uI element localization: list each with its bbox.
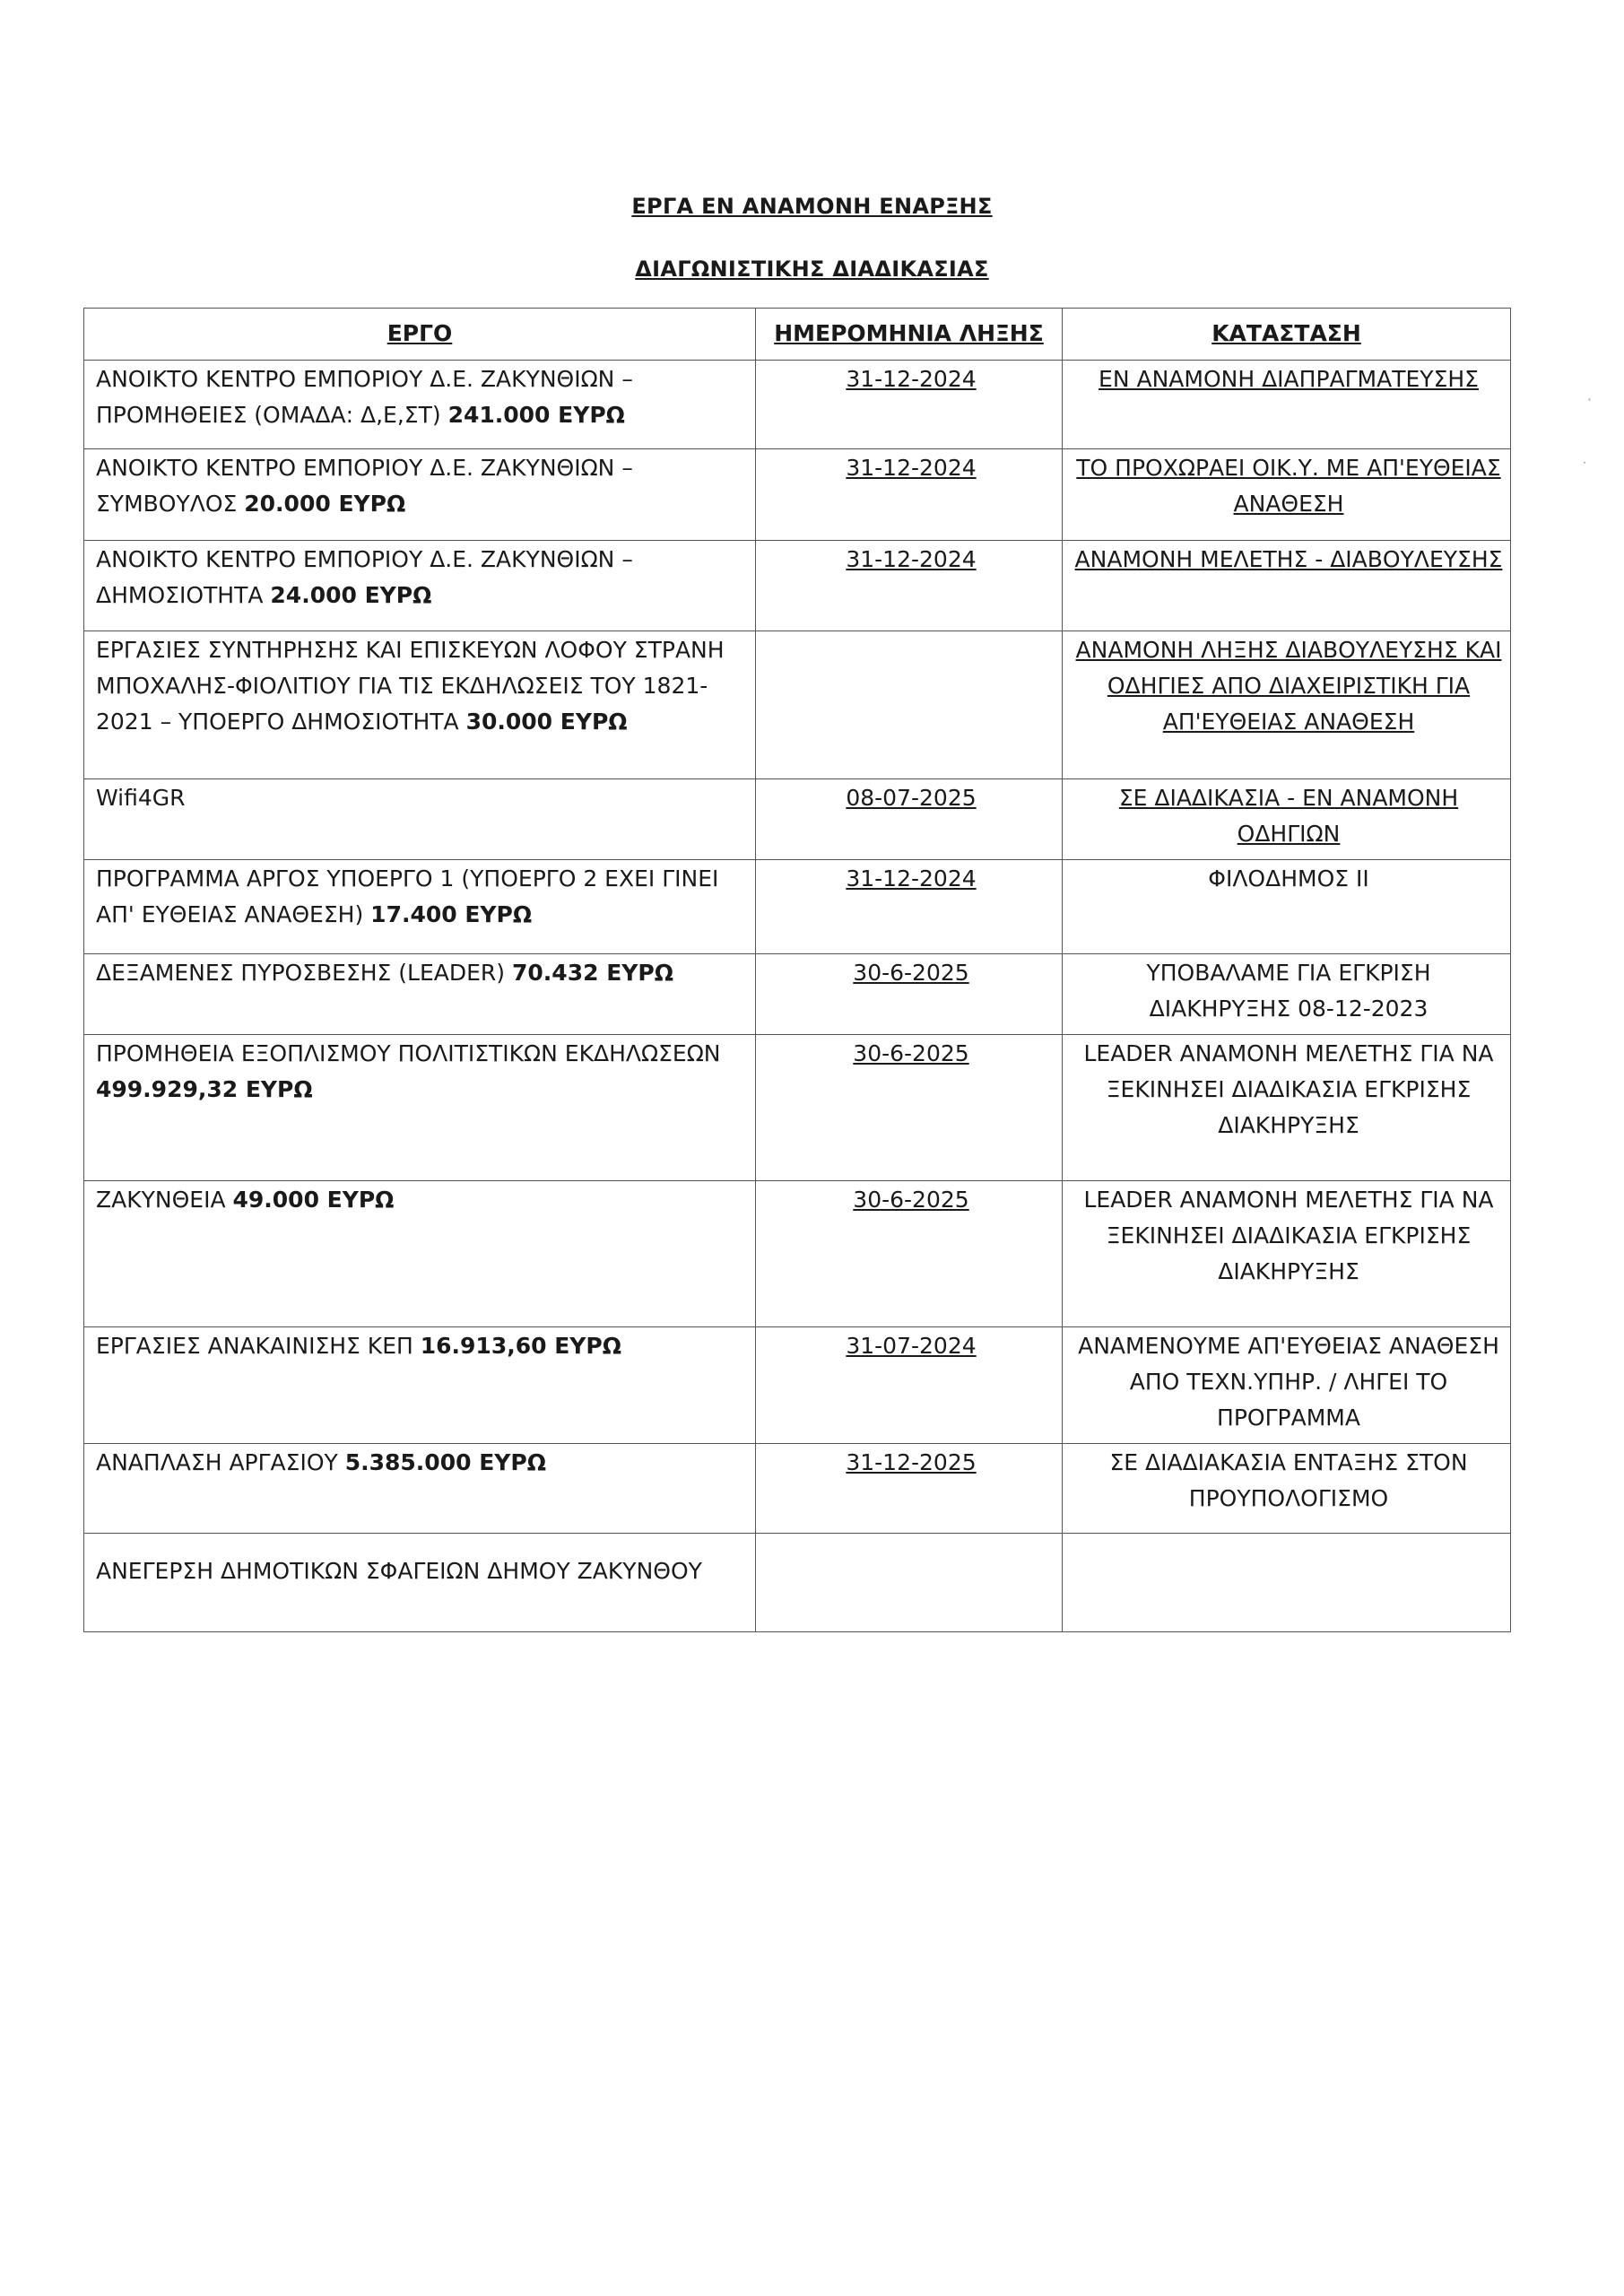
project-cell — [84, 541, 756, 631]
project-amount: 499.929,32 ΕΥΡΩ — [96, 1076, 313, 1102]
project-amount: 5.385.000 ΕΥΡΩ — [344, 1449, 546, 1475]
header-project: ΕΡΓΟ — [84, 309, 756, 361]
header-status: ΚΑΤΑΣΤΑΣΗ — [1063, 309, 1511, 361]
project-text: ΔΕΞΑΜΕΝΕΣ ΠΥΡΟΣΒΕΣΗΣ (LEADER) — [96, 960, 506, 986]
project-cell — [84, 361, 756, 449]
projects-table — [83, 308, 1511, 1632]
date-cell: 31-12-2024 — [756, 860, 1063, 954]
status-cell: ΣΕ ΔΙΑΔΙΚΑΣΙΑ - ΕΝ ΑΝΑΜΟΝΗ ΟΔΗΓΙΩΝ — [1063, 779, 1511, 860]
date-cell: 31-07-2024 — [756, 1327, 1063, 1444]
table-row — [84, 1035, 1511, 1181]
project-amount: 241.000 ΕΥΡΩ — [447, 402, 625, 428]
table-row — [84, 779, 1511, 860]
project-cell — [84, 1327, 756, 1444]
project-text: ΑΝΑΠΛΑΣΗ ΑΡΓΑΣΙΟΥ — [96, 1449, 338, 1475]
project-amount: 49.000 ΕΥΡΩ — [232, 1187, 395, 1213]
status-cell: ΑΝΑΜΟΝΗ ΜΕΛΕΤΗΣ - ΔΙΑΒΟΥΛΕΥΣΗΣ — [1063, 541, 1511, 631]
project-text: ΑΝΟΙΚΤΟ ΚΕΝΤΡΟ ΕΜΠΟΡΙΟΥ Δ.Ε. ΖΑΚΥΝΘΙΩΝ – ΔΗΜΟΣΙΟΤΗΤΑ — [96, 546, 633, 608]
status-cell: ΕΝ ΑΝΑΜΟΝΗ ΔΙΑΠΡΑΓΜΑΤΕΥΣΗΣ — [1063, 361, 1511, 449]
status-cell: LEADER ΑΝΑΜΟΝΗ ΜΕΛΕΤΗΣ ΓΙΑ ΝΑ ΞΕΚΙΝΗΣΕΙ ΔΙΑΔΙΚΑΣΙΑ ΕΓΚΡΙΣΗΣ ΔΙΑΚΗΡΥΞΗΣ — [1063, 1181, 1511, 1327]
project-cell — [84, 449, 756, 541]
status-cell: ΣΕ ΔΙΑΔΙΑΚΑΣΙΑ ΕΝΤΑΞΗΣ ΣΤΟΝ ΠΡΟΥΠΟΛΟΓΙΣΜΟ — [1063, 1444, 1511, 1534]
project-amount: 16.913,60 ΕΥΡΩ — [420, 1333, 621, 1359]
table-row — [84, 860, 1511, 954]
project-cell — [84, 631, 756, 779]
table-row — [84, 1444, 1511, 1534]
table-row — [84, 954, 1511, 1035]
project-text: ΑΝΕΓΕΡΣΗ ΔΗΜΟΤΙΚΩΝ ΣΦΑΓΕΙΩΝ ΔΗΜΟΥ ΖΑΚΥΝΘΟΥ — [96, 1558, 702, 1584]
project-amount: 70.432 ΕΥΡΩ — [512, 960, 673, 986]
project-amount: 24.000 ΕΥΡΩ — [270, 582, 432, 608]
project-cell — [84, 779, 756, 860]
table-row — [84, 541, 1511, 631]
project-text: ΕΡΓΑΣΙΕΣ ΑΝΑΚΑΙΝΙΣΗΣ ΚΕΠ — [96, 1333, 413, 1359]
document-title: ΕΡΓΑ ΕΝ ΑΝΑΜΟΝΗ ΕΝΑΡΞΗΣ — [631, 194, 993, 219]
table-row — [84, 449, 1511, 541]
status-cell: ΦΙΛΟΔΗΜΟΣ ΙΙ — [1063, 860, 1511, 954]
project-cell — [84, 1181, 756, 1327]
project-amount: 30.000 ΕΥΡΩ — [465, 709, 628, 735]
project-amount: 17.400 ΕΥΡΩ — [370, 901, 533, 927]
status-cell — [1063, 1534, 1511, 1632]
project-cell — [84, 860, 756, 954]
date-cell: 30-6-2025 — [756, 954, 1063, 1035]
project-text: ΖΑΚΥΝΘΕΙΑ — [96, 1187, 226, 1213]
date-cell — [756, 631, 1063, 779]
date-cell: 31-12-2024 — [756, 541, 1063, 631]
status-cell: LEADER ΑΝΑΜΟΝΗ ΜΕΛΕΤΗΣ ΓΙΑ ΝΑ ΞΕΚΙΝΗΣΕΙ ΔΙΑΔΙΚΑΣΙΑ ΕΓΚΡΙΣΗΣ ΔΙΑΚΗΡΥΞΗΣ — [1063, 1035, 1511, 1181]
project-text: ΠΡΟΜΗΘΕΙΑ ΕΞΟΠΛΙΣΜΟΥ ΠΟΛΙΤΙΣΤΙΚΩΝ ΕΚΔΗΛΩΣΕΩΝ — [96, 1040, 721, 1066]
project-text: ΑΝΟΙΚΤΟ ΚΕΝΤΡΟ ΕΜΠΟΡΙΟΥ Δ.Ε. ΖΑΚΥΝΘΙΩΝ – ΠΡΟΜΗΘΕΙΕΣ (ΟΜΑΔΑ: Δ,Ε,ΣΤ) — [96, 366, 633, 428]
status-cell: ΤΟ ΠΡΟΧΩΡΑΕΙ ΟΙΚ.Υ. ΜΕ ΑΠ'ΕΥΘΕΙΑΣ ΑΝΑΘΕΣΗ — [1063, 449, 1511, 541]
date-cell: 31-12-2024 — [756, 449, 1063, 541]
date-cell: 30-6-2025 — [756, 1035, 1063, 1181]
project-text: Wifi4GR — [96, 785, 186, 811]
date-cell: 08-07-2025 — [756, 779, 1063, 860]
table-row — [84, 1181, 1511, 1327]
date-cell: 30-6-2025 — [756, 1181, 1063, 1327]
status-cell: ΑΝΑΜΕΝΟΥΜΕ ΑΠ'ΕΥΘΕΙΑΣ ΑΝΑΘΕΣΗ ΑΠΟ ΤΕΧΝ.ΥΠΗΡ. / ΛΗΓΕΙ ΤΟ ΠΡΟΓΡΑΜΜΑ — [1063, 1327, 1511, 1444]
table-row — [84, 1534, 1511, 1632]
project-cell — [84, 1035, 756, 1181]
status-cell: ΥΠΟΒΑΛΑΜΕ ΓΙΑ ΕΓΚΡΙΣΗ ΔΙΑΚΗΡΥΞΗΣ 08-12-2023 — [1063, 954, 1511, 1035]
table-header-row — [84, 309, 1511, 361]
project-amount: 20.000 ΕΥΡΩ — [244, 491, 406, 517]
project-text: ΠΡΟΓΡΑΜΜΑ ΑΡΓΟΣ ΥΠΟΕΡΓΟ 1 (ΥΠΟΕΡΓΟ 2 ΕΧΕΙ ΓΙΝΕΙ ΑΠ' ΕΥΘΕΙΑΣ ΑΝΑΘΕΣΗ) — [96, 865, 719, 927]
status-cell: ΑΝΑΜΟΝΗ ΛΗΞΗΣ ΔΙΑΒΟΥΛΕΥΣΗΣ ΚΑΙ ΟΔΗΓΙΕΣ ΑΠΟ ΔΙΑΧΕΙΡΙΣΤΙΚΗ ΓΙΑ ΑΠ'ΕΥΘΕΙΑΣ ΑΝΑΘΕΣΗ — [1063, 631, 1511, 779]
project-cell — [84, 954, 756, 1035]
table-row — [84, 361, 1511, 449]
date-cell: 31-12-2025 — [756, 1444, 1063, 1534]
scan-speck: ˙ — [1581, 459, 1588, 476]
document-subtitle: ΔΙΑΓΩΝΙΣΤΙΚΗΣ ΔΙΑΔΙΚΑΣΙΑΣ — [635, 257, 989, 282]
header-expiry-date: ΗΜΕΡΟΜΗΝΙΑ ΛΗΞΗΣ — [756, 309, 1063, 361]
scan-speck: · — [1586, 391, 1592, 408]
date-cell: 31-12-2024 — [756, 361, 1063, 449]
project-cell — [84, 1444, 756, 1534]
table-row — [84, 631, 1511, 779]
project-text: ΑΝΟΙΚΤΟ ΚΕΝΤΡΟ ΕΜΠΟΡΙΟΥ Δ.Ε. ΖΑΚΥΝΘΙΩΝ – ΣΥΜΒΟΥΛΟΣ — [96, 455, 633, 517]
project-cell — [84, 1534, 756, 1632]
project-text: ΕΡΓΑΣΙΕΣ ΣΥΝΤΗΡΗΣΗΣ ΚΑΙ ΕΠΙΣΚΕΥΩΝ ΛΟΦΟΥ ΣΤΡΑΝΗ ΜΠΟΧΑΛΗΣ-ΦΙΟΛΙΤΙΟΥ ΓΙΑ ΤΙΣ ΕΚΔΗΛΩΣΕΙΣ ΤΟΥ 1821-2021 – ΥΠΟΕΡΓΟ ΔΗΜΟΣΙΟΤΗΤΑ — [96, 637, 725, 735]
date-cell — [756, 1534, 1063, 1632]
table-row — [84, 1327, 1511, 1444]
